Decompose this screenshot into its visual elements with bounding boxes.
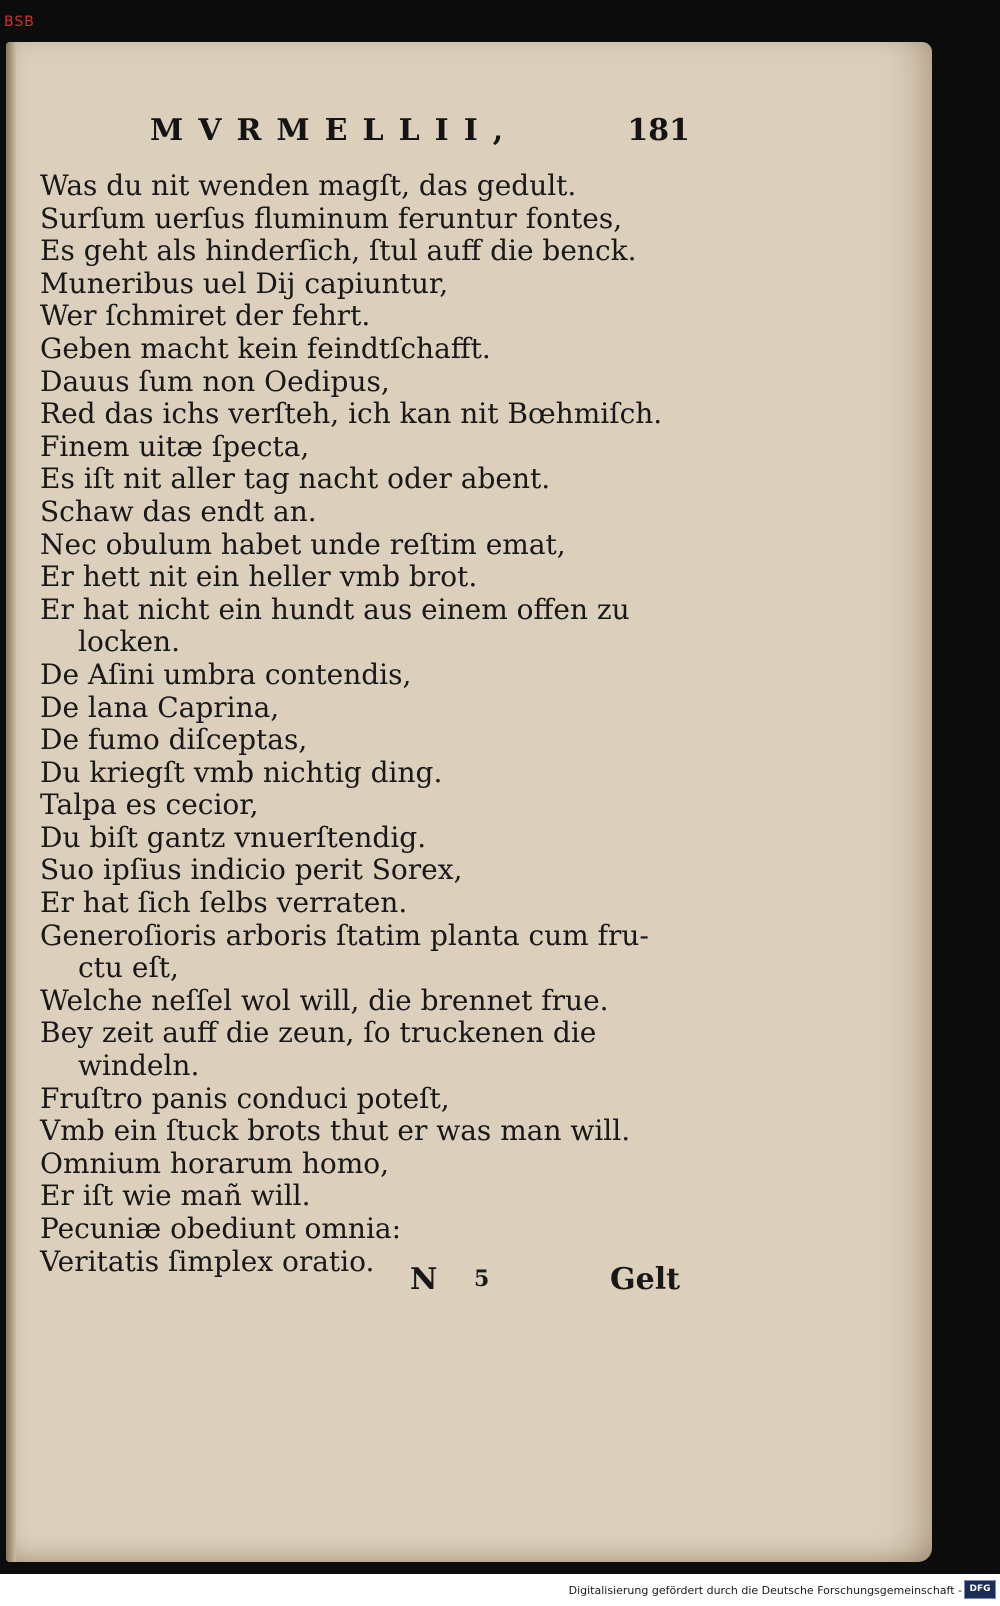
text-line: Er iſt wie mañ will. bbox=[40, 1179, 311, 1213]
text-line: Red das ichs verſteh, ich kan nit Bœhmiſch. bbox=[40, 397, 663, 431]
text-line: locken. bbox=[78, 625, 180, 659]
text-line: Suo ipſius indicio perit Sorex, bbox=[40, 853, 463, 887]
page-footer-line bbox=[410, 1262, 680, 1302]
text-line: Finem uitæ ſpecta, bbox=[40, 429, 310, 463]
text-line: Generoſioris arboris ſtatim planta cum fru- bbox=[40, 918, 649, 952]
text-line: Muneribus uel Dij capiuntur, bbox=[40, 266, 449, 300]
text-line: Surſum uerſus fluminum feruntur fontes, bbox=[40, 201, 623, 235]
text-line: Er hat ſich ſelbs verraten. bbox=[40, 886, 408, 920]
text-line: Vmb ein ſtuck brots thut er was man will. bbox=[40, 1114, 631, 1148]
text-line: ctu eſt, bbox=[78, 951, 179, 985]
text-line: Pecuniæ obediunt omnia: bbox=[40, 1212, 402, 1245]
text-line: Dauus ſum non Oedipus, bbox=[40, 364, 390, 398]
text-line: Schaw das endt an. bbox=[40, 494, 317, 528]
text-line: De lana Caprina, bbox=[40, 690, 280, 724]
digitization-footer bbox=[0, 1574, 1000, 1606]
page-number: 181 bbox=[627, 113, 690, 148]
text-line: Bey zeit auff die zeun, ſo truckenen die bbox=[40, 1016, 597, 1050]
text-line: windeln. bbox=[78, 1049, 200, 1083]
text-line: Fruſtro panis conduci poteſt, bbox=[40, 1081, 450, 1115]
text-line: Wer ſchmiret der fehrt. bbox=[40, 299, 371, 333]
text-line: Er hat nicht ein hundt aus einem offen zu bbox=[40, 592, 630, 626]
text-line: De Aſini umbra contendis, bbox=[40, 657, 412, 691]
page-gutter-edge bbox=[6, 42, 16, 1562]
text-line: Geben macht kein feindtſchafft. bbox=[40, 331, 491, 365]
text-line: Was du nit wenden magſt, das gedult. bbox=[40, 169, 577, 202]
text-block bbox=[40, 170, 700, 1278]
text-line: Nec obulum habet unde reſtim emat, bbox=[40, 527, 566, 561]
library-mark: BSB bbox=[4, 14, 35, 30]
catchword: Gelt bbox=[610, 1262, 680, 1297]
text-line: Es iſt nit aller tag nacht oder abent. bbox=[40, 462, 551, 496]
funding-credit: Digitalisierung gefördert durch die Deutsche Forschungsgemeinschaft - bbox=[568, 1584, 962, 1597]
running-title: MVRMELLII, bbox=[150, 113, 519, 148]
text-line: Veritatis ſimplex oratio. bbox=[40, 1244, 375, 1278]
text-line: Du biſt gantz vnuerſtendig. bbox=[40, 820, 427, 854]
dfg-logo: DFG bbox=[964, 1580, 996, 1599]
text-line: Du kriegſt vmb nichtig ding. bbox=[40, 755, 443, 789]
text-line: De fumo diſceptas, bbox=[40, 723, 308, 757]
text-line: Es geht als hinderſich, ſtul auff die benck. bbox=[40, 234, 637, 268]
text-line: Welche neſſel wol will, die brennet frue. bbox=[40, 983, 609, 1017]
text-line: Er hett nit ein heller vmb brot. bbox=[40, 560, 478, 594]
text-line: Talpa es cecior, bbox=[40, 788, 259, 822]
signature-number: 5 bbox=[474, 1266, 490, 1292]
text-line: Omnium horarum homo, bbox=[40, 1146, 390, 1180]
signature-mark: N bbox=[410, 1262, 438, 1297]
running-head bbox=[150, 113, 690, 149]
